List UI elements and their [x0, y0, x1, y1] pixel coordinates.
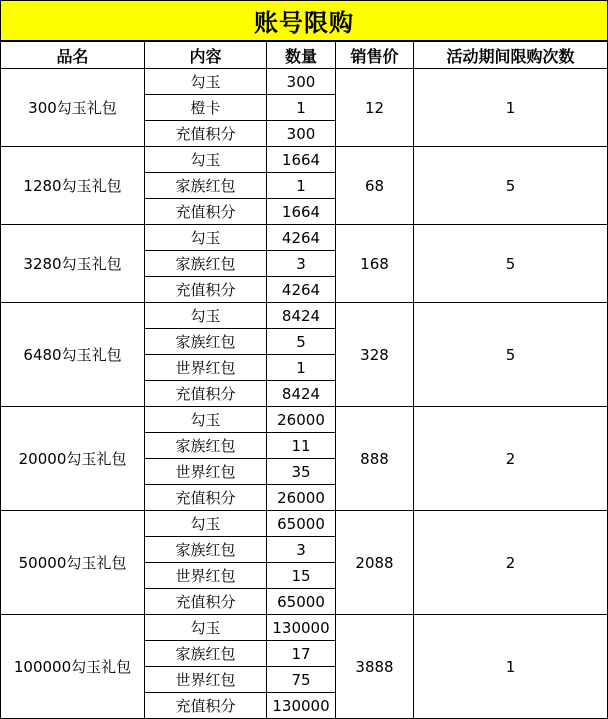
item-content-cell[interactable]: 勾玉 [145, 147, 267, 173]
table-row [1, 407, 608, 433]
title-row [1, 1, 608, 42]
item-content-cell[interactable]: 世界红包 [145, 667, 267, 693]
item-content-cell[interactable]: 橙卡 [145, 95, 267, 121]
item-content-cell[interactable]: 勾玉 [145, 511, 267, 537]
package-name-cell[interactable]: 300勾玉礼包 [1, 69, 145, 147]
item-quantity-cell[interactable]: 3 [267, 537, 336, 563]
item-quantity-cell[interactable]: 1 [267, 173, 336, 199]
item-content-cell[interactable]: 充值积分 [145, 121, 267, 147]
item-quantity-cell[interactable]: 4264 [267, 277, 336, 303]
item-content-cell[interactable]: 充值积分 [145, 199, 267, 225]
header-price[interactable]: 销售价 [336, 41, 414, 69]
item-content-cell[interactable]: 勾玉 [145, 303, 267, 329]
table-row [1, 303, 608, 329]
item-content-cell[interactable]: 充值积分 [145, 277, 267, 303]
item-quantity-cell[interactable]: 1 [267, 95, 336, 121]
item-quantity-cell[interactable]: 5 [267, 329, 336, 355]
item-content-cell[interactable]: 世界红包 [145, 563, 267, 589]
item-content-cell[interactable]: 家族红包 [145, 641, 267, 667]
item-content-cell[interactable]: 充值积分 [145, 381, 267, 407]
package-price-cell[interactable]: 888 [336, 407, 414, 511]
item-content-cell[interactable]: 充值积分 [145, 693, 267, 719]
package-limit-cell[interactable]: 5 [414, 225, 608, 303]
item-quantity-cell[interactable]: 35 [267, 459, 336, 485]
package-name-cell[interactable]: 1280勾玉礼包 [1, 147, 145, 225]
item-content-cell[interactable]: 家族红包 [145, 329, 267, 355]
item-quantity-cell[interactable]: 11 [267, 433, 336, 459]
header-name[interactable]: 品名 [1, 41, 145, 69]
package-price-cell[interactable]: 3888 [336, 615, 414, 719]
item-content-cell[interactable]: 勾玉 [145, 615, 267, 641]
item-quantity-cell[interactable]: 1 [267, 355, 336, 381]
item-content-cell[interactable]: 家族红包 [145, 537, 267, 563]
table-row [1, 69, 608, 95]
header-quantity[interactable]: 数量 [267, 41, 336, 69]
package-price-cell[interactable]: 2088 [336, 511, 414, 615]
item-content-cell[interactable]: 充值积分 [145, 589, 267, 615]
item-quantity-cell[interactable]: 17 [267, 641, 336, 667]
item-content-cell[interactable]: 世界红包 [145, 355, 267, 381]
table-row [1, 511, 608, 537]
package-name-cell[interactable]: 50000勾玉礼包 [1, 511, 145, 615]
package-price-cell[interactable]: 168 [336, 225, 414, 303]
package-name-cell[interactable]: 3280勾玉礼包 [1, 225, 145, 303]
package-limit-cell[interactable]: 5 [414, 303, 608, 407]
package-name-cell[interactable]: 20000勾玉礼包 [1, 407, 145, 511]
item-content-cell[interactable]: 家族红包 [145, 433, 267, 459]
table-row [1, 147, 608, 173]
item-quantity-cell[interactable]: 1664 [267, 199, 336, 225]
header-limit[interactable]: 活动期间限购次数 [414, 41, 608, 69]
item-quantity-cell[interactable]: 4264 [267, 225, 336, 251]
table-body [1, 69, 608, 719]
item-quantity-cell[interactable]: 15 [267, 563, 336, 589]
header-content[interactable]: 内容 [145, 41, 267, 69]
item-quantity-cell[interactable]: 1664 [267, 147, 336, 173]
package-limit-cell[interactable]: 2 [414, 407, 608, 511]
package-name-cell[interactable]: 100000勾玉礼包 [1, 615, 145, 719]
item-quantity-cell[interactable]: 130000 [267, 615, 336, 641]
item-quantity-cell[interactable]: 130000 [267, 693, 336, 719]
item-quantity-cell[interactable]: 75 [267, 667, 336, 693]
table-row [1, 225, 608, 251]
table-row [1, 615, 608, 641]
package-limit-cell[interactable]: 2 [414, 511, 608, 615]
package-limit-cell[interactable]: 5 [414, 147, 608, 225]
package-price-cell[interactable]: 328 [336, 303, 414, 407]
table-title[interactable]: 账号限购 [1, 1, 608, 42]
item-quantity-cell[interactable]: 65000 [267, 589, 336, 615]
header-row [1, 41, 608, 69]
item-quantity-cell[interactable]: 300 [267, 121, 336, 147]
item-content-cell[interactable]: 勾玉 [145, 69, 267, 95]
item-content-cell[interactable]: 勾玉 [145, 225, 267, 251]
item-content-cell[interactable]: 勾玉 [145, 407, 267, 433]
item-quantity-cell[interactable]: 8424 [267, 381, 336, 407]
package-price-cell[interactable]: 68 [336, 147, 414, 225]
package-limit-cell[interactable]: 1 [414, 615, 608, 719]
item-quantity-cell[interactable]: 26000 [267, 407, 336, 433]
item-quantity-cell[interactable]: 3 [267, 251, 336, 277]
package-name-cell[interactable]: 6480勾玉礼包 [1, 303, 145, 407]
item-content-cell[interactable]: 家族红包 [145, 173, 267, 199]
item-quantity-cell[interactable]: 8424 [267, 303, 336, 329]
item-content-cell[interactable]: 家族红包 [145, 251, 267, 277]
item-content-cell[interactable]: 世界红包 [145, 459, 267, 485]
item-quantity-cell[interactable]: 26000 [267, 485, 336, 511]
package-price-cell[interactable]: 12 [336, 69, 414, 147]
item-quantity-cell[interactable]: 300 [267, 69, 336, 95]
package-limit-cell[interactable]: 1 [414, 69, 608, 147]
item-quantity-cell[interactable]: 65000 [267, 511, 336, 537]
item-content-cell[interactable]: 充值积分 [145, 485, 267, 511]
